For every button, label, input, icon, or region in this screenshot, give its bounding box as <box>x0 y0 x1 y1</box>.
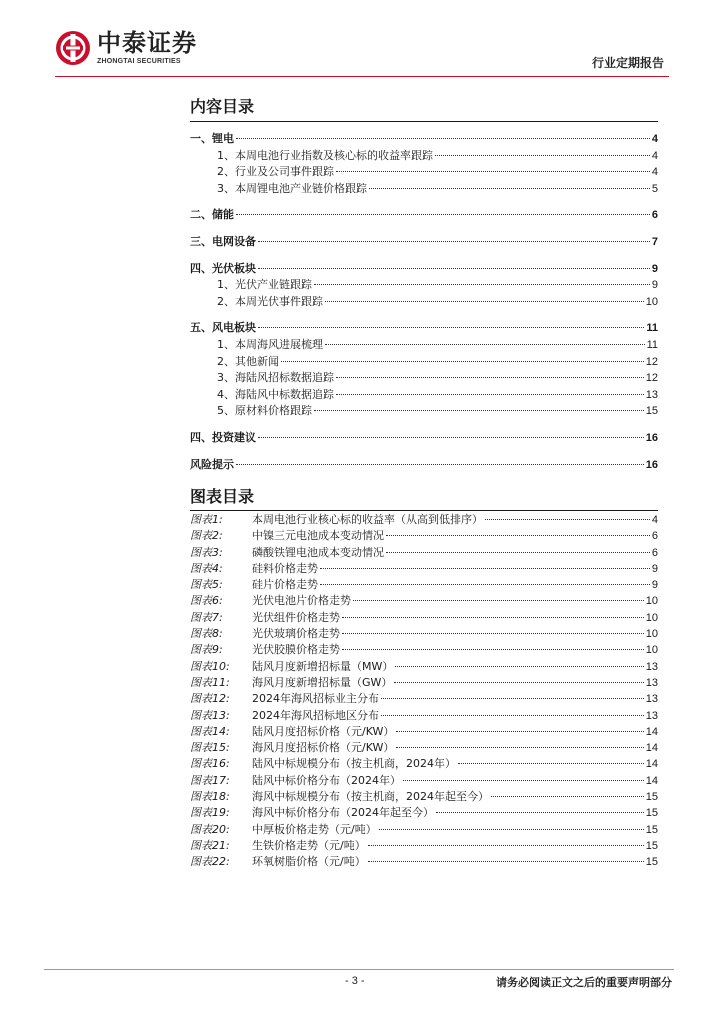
figure-leader-dots <box>485 519 650 520</box>
figure-entry[interactable] <box>190 642 658 658</box>
toc-entry-section[interactable] <box>190 337 658 354</box>
page-number: - 3 - <box>345 975 365 987</box>
figure-entry-label: 图表17: <box>190 773 230 787</box>
figure-leader-dots <box>396 731 643 732</box>
figure-entry[interactable] <box>190 593 658 609</box>
figure-leader-dots <box>320 584 650 585</box>
figure-entry-text: 本周电池行业核心标的收益率（从高到低排序） <box>252 513 483 526</box>
figure-entry[interactable] <box>190 577 658 593</box>
toc-entry-text: 二、储能 <box>190 208 234 222</box>
figure-entry-text: 2024年海风招标业主分布 <box>252 692 379 706</box>
footer-divider <box>44 969 674 970</box>
figure-entry-label: 图表8: <box>190 627 223 641</box>
toc-leader-dots <box>258 437 644 438</box>
toc-entry-page: 16 <box>645 458 658 471</box>
toc-entry-text: 4、海陆风中标数据追踪 <box>217 387 334 401</box>
figure-entry[interactable] <box>190 724 658 740</box>
toc-entry-text: 2、行业及公司事件跟踪 <box>217 165 334 179</box>
toc-entry-section[interactable] <box>190 294 658 311</box>
figure-entry-page: 15 <box>645 856 658 869</box>
figure-entry-label: 图表18: <box>190 790 230 804</box>
toc-leader-dots <box>336 171 650 172</box>
header-divider <box>55 76 669 77</box>
toc-leader-dots <box>369 188 650 189</box>
toc-entry-page: 5 <box>651 182 658 195</box>
toc-leader-dots <box>281 361 644 362</box>
figure-entry-page: 14 <box>645 758 658 771</box>
figure-entry-page: 13 <box>645 709 658 722</box>
figure-entry-text: 海风月度新增招标量（GW） <box>252 675 393 689</box>
toc-leader-dots <box>325 301 644 302</box>
figure-entry-label: 图表3: <box>190 545 223 559</box>
figure-leader-dots <box>458 763 644 764</box>
brand-name-en: ZHONGTAI SECURITIES <box>97 58 181 65</box>
figure-entry-label: 图表21: <box>190 838 230 852</box>
figure-entry-page: 10 <box>645 611 658 624</box>
figure-entry-page: 15 <box>645 839 658 852</box>
figure-leader-dots <box>381 698 644 699</box>
figure-entry-text: 陆风中标规模分布（按主机商，2024年） <box>252 757 456 771</box>
figure-leader-dots <box>342 617 644 618</box>
figure-leader-dots <box>342 633 644 634</box>
toc-spacer <box>190 420 658 430</box>
figure-entry[interactable] <box>190 789 658 805</box>
table-of-contents <box>190 131 658 473</box>
figure-entry-label: 图表19: <box>190 806 230 820</box>
toc-spacer <box>190 224 658 234</box>
toc-entry-section[interactable] <box>190 354 658 371</box>
toc-leader-dots <box>236 138 650 139</box>
figure-entry[interactable] <box>190 691 658 707</box>
figure-entry-text: 海风中标价格分布（2024年起至今） <box>252 806 434 820</box>
figures-title: 图表目录 <box>190 487 255 506</box>
toc-entry-page: 11 <box>646 322 658 335</box>
toc-entry-text: 四、光伏板块 <box>190 261 256 275</box>
figure-entry-page: 13 <box>645 693 658 706</box>
toc-entry-section[interactable] <box>190 370 658 387</box>
toc-entry-text: 3、本周锂电池产业链价格跟踪 <box>217 181 367 195</box>
figure-entry[interactable] <box>190 561 658 577</box>
toc-entry-text: 5、原材料价格跟踪 <box>217 404 312 418</box>
figure-entry[interactable] <box>190 822 658 838</box>
figure-entry[interactable] <box>190 512 658 528</box>
toc-entry-text: 四、投资建议 <box>190 430 256 444</box>
toc-entry-text: 1、光伏产业链跟踪 <box>217 278 312 292</box>
toc-entry-text: 1、本周海风进展梳理 <box>217 337 323 351</box>
figure-leader-dots <box>342 649 644 650</box>
figure-entry-text: 海风中标规模分布（按主机商，2024年起至今） <box>252 790 489 804</box>
toc-entry-page: 6 <box>651 209 658 222</box>
toc-entry-text: 3、海陆风招标数据追踪 <box>217 371 334 385</box>
figure-entry-text: 环氧树脂价格（元/吨） <box>252 855 366 869</box>
figure-leader-dots <box>396 747 643 748</box>
figure-entry-label: 图表15: <box>190 741 230 755</box>
figure-entry[interactable] <box>190 756 658 772</box>
toc-entry-page: 9 <box>651 262 658 275</box>
figure-entry[interactable] <box>190 528 658 544</box>
figure-entry-page: 13 <box>645 676 658 689</box>
figure-entry-page: 15 <box>645 791 658 804</box>
figure-entry-text: 中镍三元电池成本变动情况 <box>252 529 384 543</box>
figure-entry-text: 光伏组件价格走势 <box>252 610 340 624</box>
figure-entry-label: 图表10: <box>190 659 230 673</box>
toc-entry-chapter[interactable] <box>190 430 658 447</box>
figure-entry-text: 2024年海风招标地区分布 <box>252 708 379 722</box>
figure-entry-page: 4 <box>651 514 658 526</box>
toc-entry-page: 12 <box>645 355 658 368</box>
figure-entry-text: 陆风月度招标价格（元/KW） <box>252 724 395 738</box>
figure-leader-dots <box>386 535 650 536</box>
figure-entry-label: 图表16: <box>190 757 230 771</box>
figure-entry-text: 硅片价格走势 <box>252 578 318 592</box>
toc-entry-chapter[interactable] <box>190 234 658 251</box>
toc-entry-text: 2、本周光伏事件跟踪 <box>217 294 323 308</box>
toc-leader-dots <box>336 394 644 395</box>
report-type: 行业定期报告 <box>591 56 664 70</box>
figure-leader-dots <box>379 829 644 830</box>
page-header <box>0 0 724 80</box>
figure-entry-page: 15 <box>645 807 658 820</box>
figure-entry[interactable] <box>190 545 658 561</box>
figure-entry-text: 生铁价格走势（元/吨） <box>252 838 366 852</box>
figure-entry-page: 14 <box>645 742 658 755</box>
toc-entry-section[interactable] <box>190 403 658 420</box>
toc-leader-dots <box>236 464 644 465</box>
figure-entry-text: 硅料价格走势 <box>252 561 318 575</box>
figure-entry-text: 光伏胶膜价格走势 <box>252 643 340 657</box>
figure-entry-label: 图表12: <box>190 692 230 706</box>
figure-entry-page: 13 <box>645 660 658 673</box>
toc-entry-page: 10 <box>645 295 658 308</box>
figure-entry-page: 10 <box>645 628 658 641</box>
figure-entry[interactable] <box>190 773 658 789</box>
figure-entry-text: 陆风月度新增招标量（MW） <box>252 659 394 673</box>
figure-entry-label: 图表2: <box>190 529 223 543</box>
toc-leader-dots <box>314 284 650 285</box>
figure-entry-label: 图表20: <box>190 822 230 836</box>
figure-entry-label: 图表7: <box>190 610 223 624</box>
figure-entry-label: 图表11: <box>190 675 230 689</box>
figure-entry-label: 图表13: <box>190 708 230 722</box>
toc-entry-page: 12 <box>645 372 658 385</box>
toc-entry-page: 4 <box>651 149 658 162</box>
toc-leader-dots <box>258 268 650 269</box>
figure-leader-dots <box>403 780 644 781</box>
figure-leader-dots <box>491 796 644 797</box>
figure-entry[interactable] <box>190 854 658 870</box>
figure-entry[interactable] <box>190 740 658 756</box>
brand-logo <box>55 30 225 72</box>
toc-leader-dots <box>325 344 645 345</box>
toc-entry-page: 4 <box>651 133 658 145</box>
toc-spacer <box>190 251 658 261</box>
figure-leader-dots <box>320 568 650 569</box>
toc-spacer <box>190 310 658 320</box>
toc-spacer <box>190 197 658 207</box>
figure-entry-page: 9 <box>651 579 658 592</box>
figure-entry-page: 14 <box>645 774 658 787</box>
toc-entry-chapter[interactable] <box>190 207 658 224</box>
figure-leader-dots <box>368 861 644 862</box>
toc-leader-dots <box>314 410 644 411</box>
toc-entry-text: 1、本周电池行业指数及核心标的收益率跟踪 <box>217 148 433 162</box>
figure-entry-page: 15 <box>645 823 658 836</box>
figures-title-rule <box>190 510 658 511</box>
toc-entry-chapter[interactable] <box>190 320 658 337</box>
toc-leader-dots <box>336 377 644 378</box>
figure-leader-dots <box>395 666 643 667</box>
figure-entry-page: 10 <box>645 644 658 657</box>
figure-entry-text: 海风月度招标价格（元/KW） <box>252 741 395 755</box>
figure-entry-page: 6 <box>651 546 658 559</box>
toc-entry-section[interactable] <box>190 277 658 294</box>
list-of-figures <box>190 512 658 871</box>
toc-leader-dots <box>258 241 650 242</box>
toc-entry-text: 三、电网设备 <box>190 234 256 248</box>
figure-entry[interactable] <box>190 626 658 642</box>
figure-entry-page: 9 <box>651 562 658 575</box>
figure-entry[interactable] <box>190 838 658 854</box>
footer-disclaimer: 请务必阅读正文之后的重要声明部分 <box>496 976 672 989</box>
toc-entry-chapter[interactable] <box>190 261 658 278</box>
toc-entry-page: 7 <box>651 235 658 248</box>
figure-leader-dots <box>368 845 644 846</box>
figure-leader-dots <box>381 715 644 716</box>
figure-entry-label: 图表9: <box>190 643 223 657</box>
figure-leader-dots <box>353 600 644 601</box>
toc-entry-text: 一、锂电 <box>190 132 234 145</box>
figure-entry[interactable] <box>190 675 658 691</box>
toc-entry-page: 16 <box>645 431 658 444</box>
toc-leader-dots <box>258 327 644 328</box>
toc-entry-section[interactable] <box>190 387 658 404</box>
figure-entry[interactable] <box>190 805 658 821</box>
figure-entry-label: 图表14: <box>190 724 230 738</box>
toc-entry-chapter[interactable] <box>190 457 658 474</box>
figure-leader-dots <box>386 552 650 553</box>
figure-entry-text: 光伏玻璃价格走势 <box>252 627 340 641</box>
figure-entry[interactable] <box>190 659 658 675</box>
toc-entry-text: 五、风电板块 <box>190 321 256 335</box>
toc-entry-text: 2、其他新闻 <box>217 354 279 368</box>
figure-leader-dots <box>394 682 643 683</box>
zhongtai-logo-icon <box>55 30 91 66</box>
toc-entry-section[interactable] <box>190 164 658 181</box>
figure-entry-label: 图表4: <box>190 561 223 575</box>
figure-entry-label: 图表1: <box>190 513 223 526</box>
figure-entry[interactable] <box>190 610 658 626</box>
toc-leader-dots <box>236 214 650 215</box>
toc-entry-section[interactable] <box>190 148 658 165</box>
figure-entry-page: 14 <box>645 725 658 738</box>
figure-entry-text: 光伏电池片价格走势 <box>252 594 351 608</box>
toc-entry-page: 9 <box>651 279 658 292</box>
figure-entry-text: 中厚板价格走势（元/吨） <box>252 822 377 836</box>
toc-leader-dots <box>435 155 650 156</box>
toc-entry-page: 15 <box>645 405 658 418</box>
toc-entry-chapter[interactable] <box>190 131 658 148</box>
figure-entry[interactable] <box>190 708 658 724</box>
toc-entry-page: 4 <box>651 166 658 179</box>
toc-spacer <box>190 447 658 457</box>
toc-entry-text: 风险提示 <box>190 457 234 471</box>
toc-entry-page: 11 <box>646 338 658 351</box>
figure-entry-page: 10 <box>645 595 658 608</box>
figure-leader-dots <box>436 812 644 813</box>
figure-entry-label: 图表22: <box>190 855 230 869</box>
toc-entry-page: 13 <box>645 388 658 401</box>
brand-name-cn: 中泰证券 <box>97 29 197 57</box>
toc-title-rule <box>190 121 658 122</box>
figure-entry-label: 图表6: <box>190 594 223 608</box>
figure-entry-text: 磷酸铁锂电池成本变动情况 <box>252 545 384 559</box>
figure-entry-text: 陆风中标价格分布（2024年） <box>252 773 401 787</box>
figure-entry-label: 图表5: <box>190 578 223 592</box>
toc-entry-section[interactable] <box>190 181 658 198</box>
toc-title: 内容目录 <box>190 97 255 116</box>
figure-entry-page: 6 <box>651 530 658 543</box>
